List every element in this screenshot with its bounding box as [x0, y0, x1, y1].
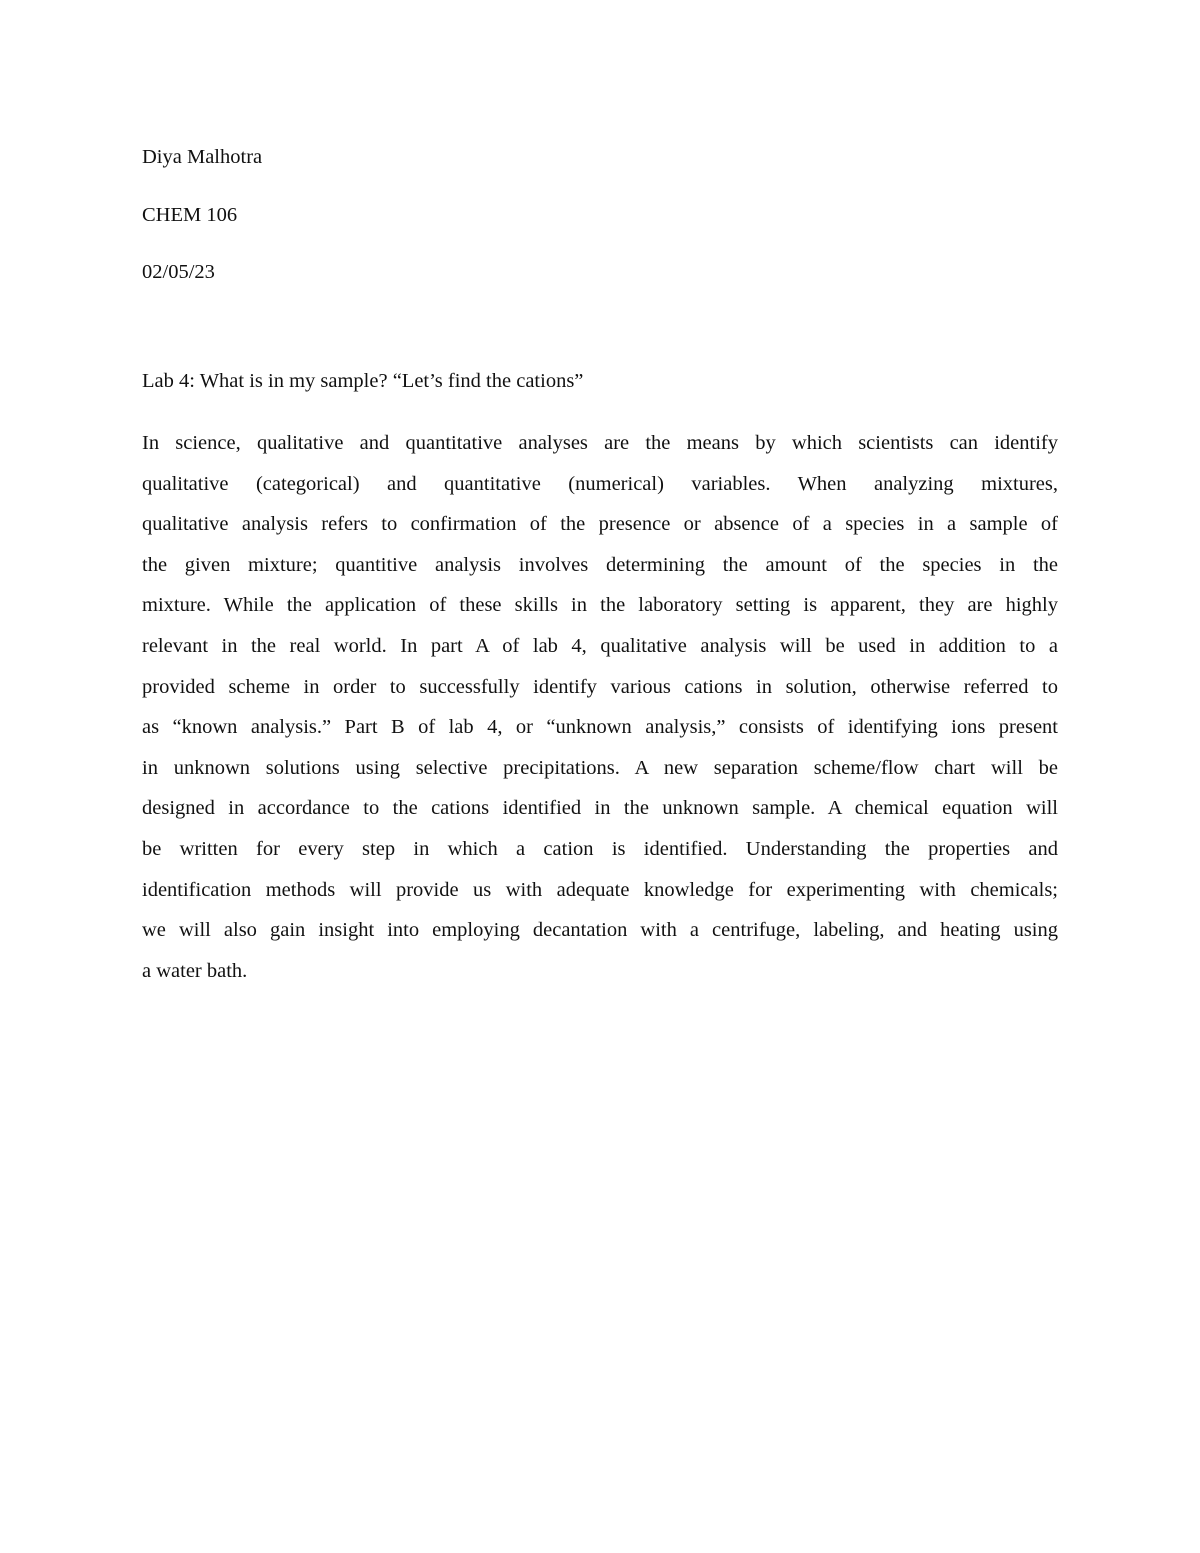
paragraph-line: qualitative analysis refers to confirmation of the presence or absence of a species in a sample of: [142, 513, 1058, 536]
paragraph-line: provided scheme in order to successfully identify various cations in solution, otherwise referred to: [142, 675, 1058, 698]
paragraph-line: designed in accordance to the cations identified in the unknown sample. A chemical equation will: [142, 797, 1058, 820]
author-name: Diya Malhotra: [142, 146, 263, 168]
paragraph-line: be written for every step in which a cation is identified. Understanding the properties and: [142, 837, 1058, 860]
paragraph-line: in unknown solutions using selective precipitations. A new separation scheme/flow chart will be: [142, 756, 1058, 779]
paragraph-line: as “known analysis.” Part B of lab 4, or “unknown analysis,” consists of identifying ions present: [142, 716, 1058, 739]
paragraph-line: a water bath.: [142, 959, 248, 982]
paragraph-line: qualitative (categorical) and quantitative (numerical) variables. When analyzing mixtures,: [142, 472, 1058, 495]
lab-title: Lab 4: What is in my sample? “Let’s find the cations”: [142, 370, 584, 392]
document-date: 02/05/23: [142, 261, 215, 283]
paragraph-line: we will also gain insight into employing decantation with a centrifuge, labeling, and heating using: [142, 919, 1058, 942]
course-code: CHEM 106: [142, 204, 238, 226]
paragraph-line: identification methods will provide us with adequate knowledge for experimenting with chemicals;: [142, 878, 1058, 901]
intro-paragraph: [142, 423, 1058, 991]
paragraph-line: relevant in the real world. In part A of lab 4, qualitative analysis will be used in addition to a: [142, 634, 1058, 657]
paragraph-line: the given mixture; quantitive analysis involves determining the amount of the species in the: [142, 553, 1058, 576]
paragraph-line: mixture. While the application of these skills in the laboratory setting is apparent, they are highly: [142, 594, 1058, 617]
paragraph-line: In science, qualitative and quantitative analyses are the means by which scientists can identify: [142, 432, 1058, 454]
